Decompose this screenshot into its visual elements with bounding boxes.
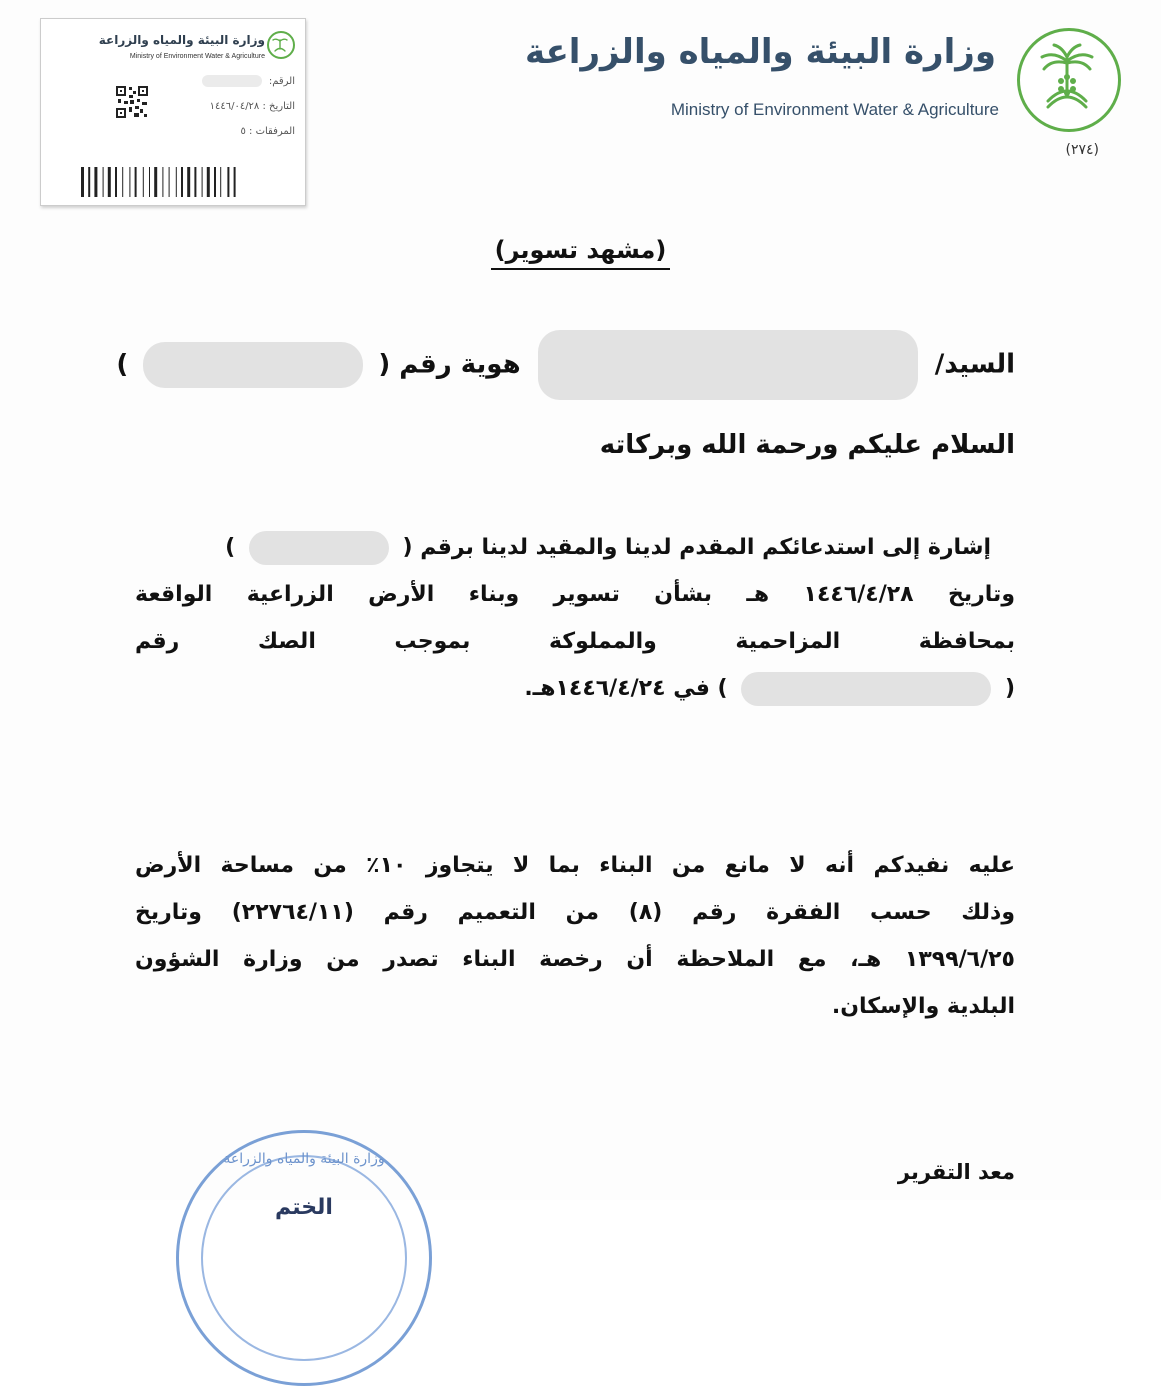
sticker-ministry-arabic: وزارة البيئة والمياه والزراعة — [98, 33, 265, 47]
paragraph-building-permission — [135, 842, 1015, 1030]
para2-line-3: ١٣٩٩/٦/٢٥ هـ، مع الملاحظة أن رخصة البناء تصدر من وزارة الشؤون — [135, 947, 1015, 972]
sticker-fields — [140, 69, 295, 144]
stamp-label: الختم — [275, 1195, 333, 1220]
document-title-text: (مشهد تسوير) — [491, 236, 671, 270]
para2-line-4: البلدية والإسكان. — [831, 994, 1015, 1019]
redacted-name — [538, 330, 918, 400]
para1-line-2: وتاريخ ١٤٤٦/٤/٢٨ هـ بشأن تسوير وبناء الأرض الزراعية الواقعة — [135, 582, 1015, 607]
prepared-by-label: معد التقرير — [897, 1160, 1015, 1184]
para2-line-1: عليه نفيدكم أنه لا مانع من البناء بما لا يتجاوز ١٠٪ من مساحة الأرض — [135, 853, 1015, 878]
qr-code-icon — [115, 85, 149, 119]
stamp-inner-ring — [201, 1155, 407, 1361]
paragraph-request-reference — [135, 524, 1015, 712]
para1-line-4: ( ) في ١٤٤٦/٤/٢٤هـ. — [135, 665, 1015, 712]
sticker-date-field: التاريخ : ١٤٤٦/٠٤/٢٨ — [209, 101, 295, 112]
barcode-icon — [77, 165, 277, 201]
para2-line-2: وذلك حسب الفقرة رقم (٨) من التعميم رقم (٢٢٧٦٤/١١) وتاريخ — [135, 900, 1015, 925]
addressee-line — [116, 330, 1015, 400]
para1-line-3: بمحافظة المزاحمية والمملوكة بموجب الصك رقم — [135, 629, 1015, 654]
document-sticker — [40, 18, 306, 206]
id-close: ) — [116, 349, 129, 380]
official-stamp — [176, 1130, 432, 1386]
sticker-attachments-field: المرفقات : ٥ — [240, 126, 295, 137]
greeting: السلام عليكم ورحمة الله وبركاته — [599, 430, 1015, 460]
sticker-emblem-icon — [267, 31, 295, 59]
sticker-number-field — [140, 69, 295, 94]
sticker-ministry-english: Ministry of Environment Water & Agriculture — [129, 53, 265, 60]
redacted-id-number — [143, 342, 363, 388]
ministry-header — [524, 20, 1121, 170]
redacted-deed-number — [741, 672, 991, 706]
ministry-name-arabic: وزارة البيئة والمياه والزراعة — [524, 32, 996, 72]
document-title — [0, 236, 1161, 264]
id-label: هوية رقم ( — [378, 349, 521, 380]
redacted-request-number — [249, 531, 389, 565]
addressee-label: السيد/ — [934, 349, 1015, 380]
reference-number: (٢٧٤) — [1065, 142, 1099, 158]
para1-line-1: إشارة إلى استدعائكم المقدم لدينا والمقيد لدينا برقم ( ) — [135, 524, 1015, 571]
ministry-emblem-icon — [1017, 28, 1121, 132]
redacted-number — [202, 75, 262, 87]
ministry-name-english: Ministry of Environment Water & Agriculture — [670, 100, 999, 119]
stamp-ring-text: وزارة البيئة والمياه والزراعة — [223, 1151, 385, 1167]
sticker-number-label: الرقم: — [268, 76, 295, 87]
